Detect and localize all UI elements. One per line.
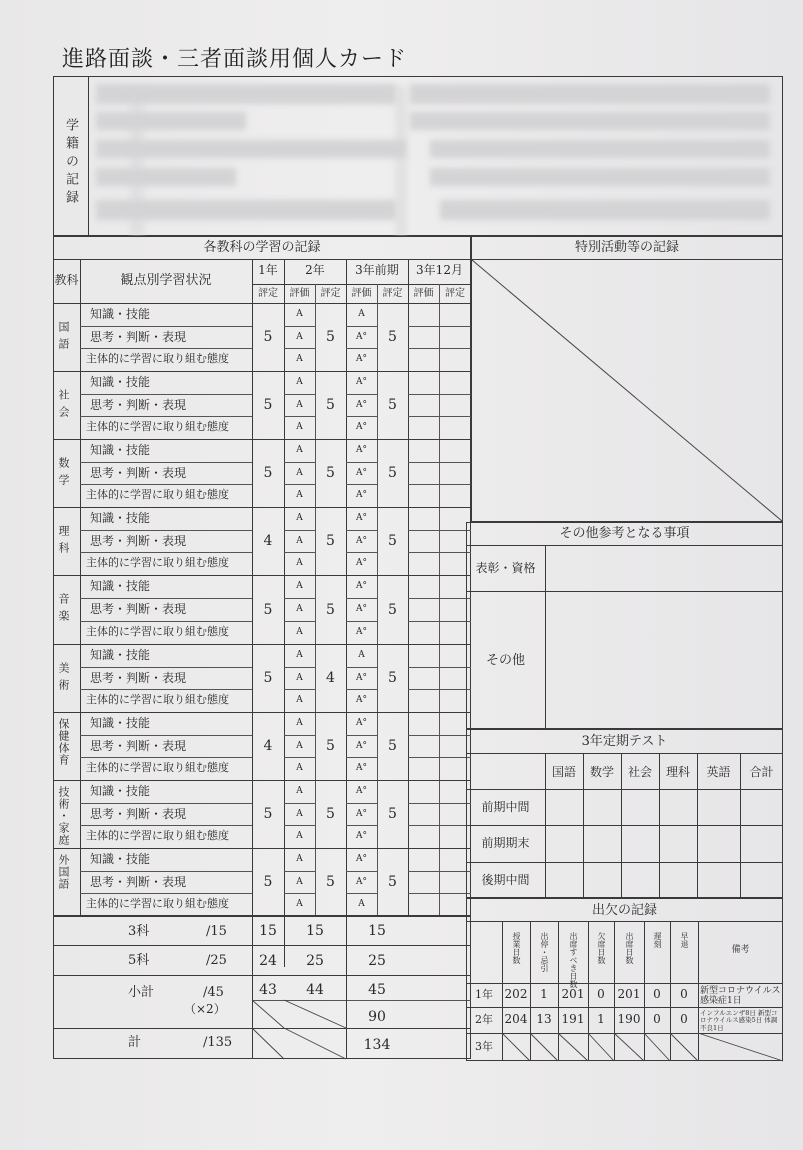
- y2-grade: 5: [326, 533, 335, 549]
- y3-grade: 5: [388, 874, 397, 890]
- y3-eval: A°: [356, 536, 367, 546]
- y3-eval: A°: [356, 490, 367, 500]
- col-subject-header: 教科: [54, 273, 79, 287]
- att-value: 0: [653, 1012, 661, 1026]
- test-subject-header: 合計: [749, 765, 774, 779]
- subject-name: 音楽: [57, 593, 70, 627]
- y3-eval: A: [358, 650, 365, 660]
- view-label: 知識・技能: [90, 852, 151, 866]
- att-value: 190: [617, 1012, 641, 1026]
- y3-eval: A: [358, 899, 365, 909]
- att-value: 1: [597, 1012, 605, 1026]
- test-row-label: 前期期末: [481, 836, 530, 850]
- subject-name: 保健体育: [57, 718, 70, 766]
- att-year: 1年: [475, 988, 493, 1001]
- shokei-mult: （×2）: [184, 1002, 226, 1016]
- col-view-header: 観点別学習状況: [120, 273, 212, 288]
- y2-eval: A: [296, 309, 303, 319]
- y2-eval: A: [296, 468, 303, 478]
- test-subject-header: 英語: [706, 765, 731, 779]
- y3-grade: 5: [388, 397, 397, 413]
- subject-name: 社会: [57, 389, 70, 423]
- shokei-max: /45: [203, 985, 224, 1000]
- y3-eval: A°: [356, 468, 367, 478]
- y3-eval: A°: [356, 558, 367, 568]
- y2-grade: 4: [326, 670, 335, 686]
- y2-eval: A: [296, 763, 303, 773]
- y2-eval: A: [296, 877, 303, 887]
- y2-grade: 5: [326, 397, 335, 413]
- y1-grade: 5: [263, 465, 273, 481]
- att-value: 1: [540, 987, 548, 1001]
- y2-eval: A: [296, 422, 303, 432]
- att-year: 2年: [475, 1013, 493, 1026]
- y3-grade: 5: [388, 738, 397, 754]
- test-row-label: 後期中間: [481, 873, 530, 887]
- view-label: 主体的に学習に取り組む態度: [86, 693, 229, 706]
- view-label: 知識・技能: [90, 579, 151, 593]
- att-header: 欠席日数: [597, 932, 606, 964]
- y3-eval: A°: [356, 332, 367, 342]
- y2-eval: A: [296, 627, 303, 637]
- view-label: 知識・技能: [90, 784, 151, 798]
- att-value: 201: [617, 987, 641, 1001]
- att-note: インフルエンザ8日 新型コロナウイルス感染5日 体調不良1日: [700, 1009, 778, 1032]
- att-header: 出席すべき日数: [569, 932, 578, 988]
- shokei-label: 小計: [128, 985, 155, 1000]
- view-label: 思考・判断・表現: [90, 671, 187, 685]
- att-value: 0: [680, 987, 688, 1001]
- view-label: 知識・技能: [90, 716, 151, 730]
- att-header: 備考: [731, 945, 750, 955]
- y3-eval: A°: [356, 877, 367, 887]
- att-header: 遅刻: [653, 932, 662, 948]
- view-label: 思考・判断・表現: [90, 807, 187, 821]
- y2-eval: A: [296, 673, 303, 683]
- y2-eval: A: [296, 377, 303, 387]
- view-label: 主体的に学習に取り組む態度: [86, 488, 229, 501]
- y3-eval: A°: [356, 513, 367, 523]
- other-label: その他: [485, 653, 525, 668]
- view-label: 知識・技能: [90, 443, 151, 457]
- view-label: 知識・技能: [90, 307, 151, 321]
- y2-eval: A: [296, 536, 303, 546]
- y2-eval: A: [296, 490, 303, 500]
- view-label: 知識・技能: [90, 375, 151, 389]
- kei-max: /135: [203, 1035, 233, 1050]
- subject-name: 美術: [57, 662, 70, 696]
- go-label: 5科: [128, 953, 150, 968]
- y3-eval: A°: [356, 695, 367, 705]
- att-header: 早退: [680, 932, 689, 948]
- y3-eval: A°: [356, 786, 367, 796]
- y3-grade: 5: [388, 670, 397, 686]
- special-title: 特別活動等の記録: [574, 240, 679, 255]
- y2-eval: A: [296, 650, 303, 660]
- go-max: /25: [206, 953, 227, 968]
- test-subject-header: 理科: [665, 765, 690, 779]
- y2-eval: A: [296, 741, 303, 751]
- y2-eval: A: [296, 786, 303, 796]
- y2-grade: 5: [326, 329, 335, 345]
- y3-grade: 5: [388, 806, 397, 822]
- y3-eval: A°: [356, 422, 367, 432]
- subject-name: 理科: [57, 525, 70, 559]
- y2-eval: A: [296, 558, 303, 568]
- y1-grade: 5: [263, 329, 273, 345]
- y1-grade: 4: [263, 738, 273, 754]
- y1-grade: 5: [263, 670, 273, 686]
- y3-grade: 5: [388, 533, 397, 549]
- y3-eval: A°: [356, 604, 367, 614]
- att-value: 202: [504, 987, 528, 1001]
- registry-label: 学籍の記録: [63, 118, 78, 208]
- att-value: 13: [536, 1012, 552, 1026]
- y2-eval: A: [296, 354, 303, 364]
- y2-grade: 5: [326, 874, 335, 890]
- y2-eval: A: [296, 604, 303, 614]
- att-value: 0: [680, 1012, 688, 1026]
- y2-eval: A: [296, 718, 303, 728]
- y2-eval: A: [296, 695, 303, 705]
- test-subject-header: 社会: [627, 765, 652, 779]
- y3-eval: A°: [356, 718, 367, 728]
- att-header: 出停・忌引: [540, 932, 549, 972]
- y3-eval: A°: [356, 763, 367, 773]
- view-label: 主体的に学習に取り組む態度: [86, 761, 229, 774]
- view-label: 主体的に学習に取り組む態度: [86, 352, 229, 365]
- y3-eval: A°: [356, 831, 367, 841]
- subject-name: 技術・家庭: [57, 786, 70, 846]
- y3-eval: A°: [356, 400, 367, 410]
- view-label: 思考・判断・表現: [90, 534, 187, 548]
- y3-grade: 5: [388, 602, 397, 618]
- att-value: 0: [597, 987, 605, 1001]
- att-header: 授業日数: [512, 932, 521, 964]
- y3-grade: 5: [388, 465, 397, 481]
- y3-eval: A°: [356, 354, 367, 364]
- y2-eval: A: [296, 513, 303, 523]
- y1-grade: 5: [263, 874, 273, 890]
- y2-eval: A: [296, 831, 303, 841]
- view-label: 思考・判断・表現: [90, 875, 187, 889]
- att-value: 191: [561, 1012, 585, 1026]
- y3-eval: A°: [356, 627, 367, 637]
- y2-grade: 5: [326, 602, 335, 618]
- view-label: 主体的に学習に取り組む態度: [86, 829, 229, 842]
- y3-eval: A°: [356, 809, 367, 819]
- award-label: 表彰・資格: [475, 561, 536, 575]
- view-label: 知識・技能: [90, 648, 151, 662]
- y2-eval: A: [296, 332, 303, 342]
- y2-grade: 5: [326, 465, 335, 481]
- view-label: 思考・判断・表現: [90, 330, 187, 344]
- view-label: 思考・判断・表現: [90, 602, 187, 616]
- test-subject-header: 数学: [589, 765, 614, 779]
- y2-grade: 5: [326, 806, 335, 822]
- year3b-header: 3年12月: [416, 263, 463, 277]
- view-label: 主体的に学習に取り組む態度: [86, 897, 229, 910]
- view-label: 主体的に学習に取り組む態度: [86, 420, 229, 433]
- y3-eval: A: [358, 309, 365, 319]
- y3-eval: A°: [356, 581, 367, 591]
- y3-eval: A°: [356, 741, 367, 751]
- y2-eval: A: [296, 581, 303, 591]
- y3-eval: A°: [356, 445, 367, 455]
- subject-name: 国語: [57, 321, 70, 355]
- view-label: 思考・判断・表現: [90, 398, 187, 412]
- y1-grade: 4: [263, 533, 273, 549]
- grades-title: 各教科の学習の記録: [203, 240, 321, 255]
- y1-grade: 5: [263, 806, 273, 822]
- att-title: 出欠の記録: [591, 903, 657, 918]
- year1-header: 1年: [258, 263, 278, 277]
- att-header: 出席日数: [625, 932, 634, 964]
- y2-eval: A: [296, 899, 303, 909]
- y3-eval: A°: [356, 673, 367, 683]
- y2-eval: A: [296, 854, 303, 864]
- y1-grade: 5: [263, 397, 273, 413]
- y2-eval: A: [296, 400, 303, 410]
- y1-grade: 5: [263, 602, 273, 618]
- other-title: その他参考となる事項: [559, 526, 690, 541]
- san-label: 3科: [128, 924, 150, 939]
- year2-header: 2年: [305, 263, 325, 277]
- att-note: 新型コロナウイルス感染症1日: [700, 986, 781, 1007]
- y3-eval: A°: [356, 377, 367, 387]
- view-label: 主体的に学習に取り組む態度: [86, 625, 229, 638]
- kei-label: 計: [128, 1035, 142, 1050]
- att-value: 204: [504, 1012, 528, 1026]
- y2-eval: A: [296, 445, 303, 455]
- att-value: 201: [561, 987, 585, 1001]
- san-max: /15: [206, 924, 227, 939]
- view-label: 主体的に学習に取り組む態度: [86, 556, 229, 569]
- view-label: 思考・判断・表現: [90, 466, 187, 480]
- att-year: 3年: [475, 1040, 493, 1053]
- subject-name: 外国語: [57, 854, 70, 890]
- subject-name: 数学: [57, 457, 70, 491]
- test-subject-header: 国語: [551, 765, 576, 779]
- view-label: 知識・技能: [90, 511, 151, 525]
- y2-eval: A: [296, 809, 303, 819]
- year3a-header: 3年前期: [355, 263, 399, 277]
- view-label: 思考・判断・表現: [90, 739, 187, 753]
- y3-eval: A°: [356, 854, 367, 864]
- y3-grade: 5: [388, 329, 397, 345]
- test-title: 3年定期テスト: [581, 734, 668, 749]
- y2-grade: 5: [326, 738, 335, 754]
- page-title: 進路面談・三者面談用個人カード: [62, 47, 408, 72]
- test-row-label: 前期中間: [481, 800, 530, 814]
- att-value: 0: [653, 987, 661, 1001]
